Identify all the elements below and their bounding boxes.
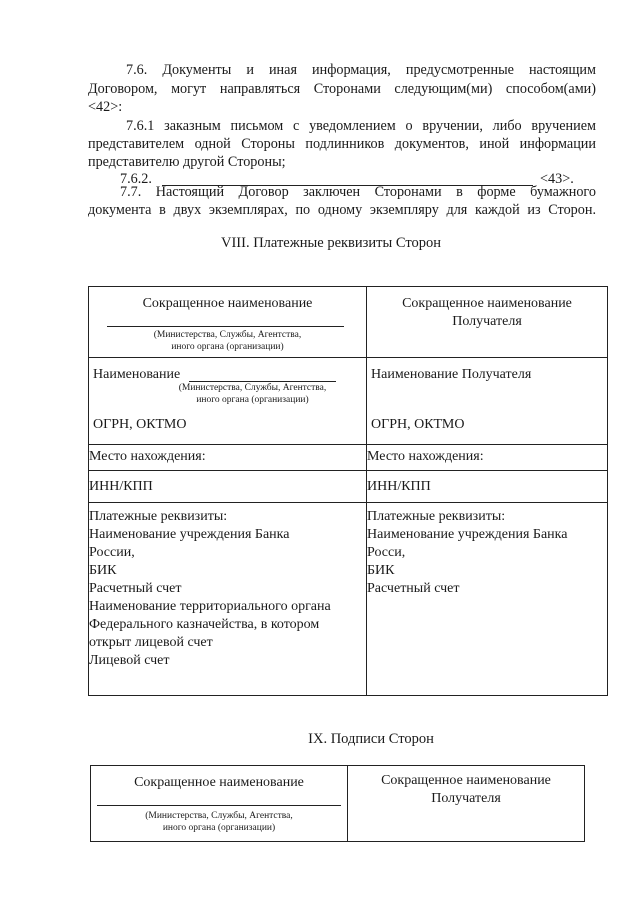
right-short-name-1: Сокращенное наименование [402, 296, 572, 311]
right-pay-line: Платежные реквизиты: [367, 509, 506, 524]
para-7-7-line2: документа в двух экземплярах, по одному экземпляру для каждой из Сторон. [88, 202, 596, 218]
left-pay-line: Наименование учреждения Банка [89, 527, 290, 542]
left-inn: ИНН/КПП [89, 471, 367, 503]
table-row [89, 471, 608, 503]
para-7-6-1-line2: представителем одной Стороны подлинников документов, иной информации [88, 136, 596, 152]
left-pay-line: Платежные реквизиты: [89, 509, 228, 524]
requisites-table [88, 286, 608, 696]
section-9-heading: IX. Подписи Сторон [308, 731, 434, 747]
para-7-6-1-line1: 7.6.1 заказным письмом с уведомлением о вручении, либо вручением [126, 118, 596, 134]
signatures-table [90, 765, 585, 842]
table-row [89, 358, 608, 445]
right-pay-line: Расчетный счет [367, 581, 460, 596]
right-payment-details [367, 503, 608, 696]
signature-left-short-name: Сокращенное наименование [134, 775, 304, 790]
para-7-6-line1: 7.6. Документы и иная информация, предусмотренные настоящим [126, 62, 596, 78]
para-7-6-2-label: 7.6.2. [120, 171, 152, 187]
left-pay-line: Лицевой счет [89, 653, 170, 668]
para-7-6-1-line3: представителю другой Стороны; [88, 154, 286, 170]
left-name-cell [89, 358, 367, 445]
signature-left-cell [91, 766, 348, 842]
right-location: Место нахождения: [367, 445, 608, 471]
right-ogrn: ОГРН, ОКТМО [371, 417, 465, 432]
table-row [89, 503, 608, 696]
left-name-label: Наименование [93, 367, 181, 382]
right-short-name-2: Получателя [452, 314, 522, 329]
left-pay-line: Наименование территориального органа [89, 599, 331, 614]
para-7-6-line3: <42>: [88, 99, 123, 115]
left-pay-line: Федерального казначейства, в котором [89, 617, 320, 632]
left-pay-line: Расчетный счет [89, 581, 182, 596]
left-pay-line: России, [89, 545, 135, 560]
left-payment-details [89, 503, 367, 696]
signature-left-underline [97, 805, 341, 806]
section-8-heading: VIII. Платежные реквизиты Сторон [221, 235, 441, 251]
right-name-cell [367, 358, 608, 445]
left-location: Место нахождения: [89, 445, 367, 471]
signature-left-note-1: (Министерства, Службы, Агентства, [145, 811, 293, 821]
signature-right-short-name-1: Сокращенное наименование [381, 773, 551, 788]
para-7-6-2-ref: <43>. [540, 171, 574, 187]
left-name-underline [107, 326, 344, 327]
left-pay-line: БИК [89, 563, 117, 578]
table-row [89, 445, 608, 471]
right-inn: ИНН/КПП [367, 471, 608, 503]
table-row [91, 766, 585, 842]
table-row [89, 287, 608, 358]
signature-right-cell [348, 766, 585, 842]
para-7-7-line1: 7.7. Настоящий Договор заключен Сторонами в форме бумажного [120, 184, 596, 200]
signature-left-note-2: иного органа (организации) [162, 823, 276, 833]
left-name-note-2: иного органа (организации) [196, 395, 309, 405]
left-org-note-1: (Министерства, Службы, Агентства, [153, 330, 302, 340]
right-pay-line: БИК [367, 563, 395, 578]
requisites-left-header [89, 287, 367, 358]
left-ogrn: ОГРН, ОКТМО [93, 417, 187, 432]
para-7-6-line2: Договором, могут направляться Сторонами следующим(ми) способом(ами) [88, 81, 596, 97]
requisites-right-header [367, 287, 608, 358]
right-name: Наименование Получателя [371, 367, 532, 382]
left-org-note-2: иного органа (организации) [171, 342, 284, 352]
left-short-name: Сокращенное наименование [142, 296, 313, 311]
left-name-note-1: (Министерства, Службы, Агентства, [178, 383, 327, 393]
right-pay-line: Наименование учреждения Банка [367, 527, 568, 542]
right-pay-line: Росси, [367, 545, 406, 560]
left-pay-line: открыт лицевой счет [89, 635, 213, 650]
signature-right-short-name-2: Получателя [431, 791, 501, 806]
